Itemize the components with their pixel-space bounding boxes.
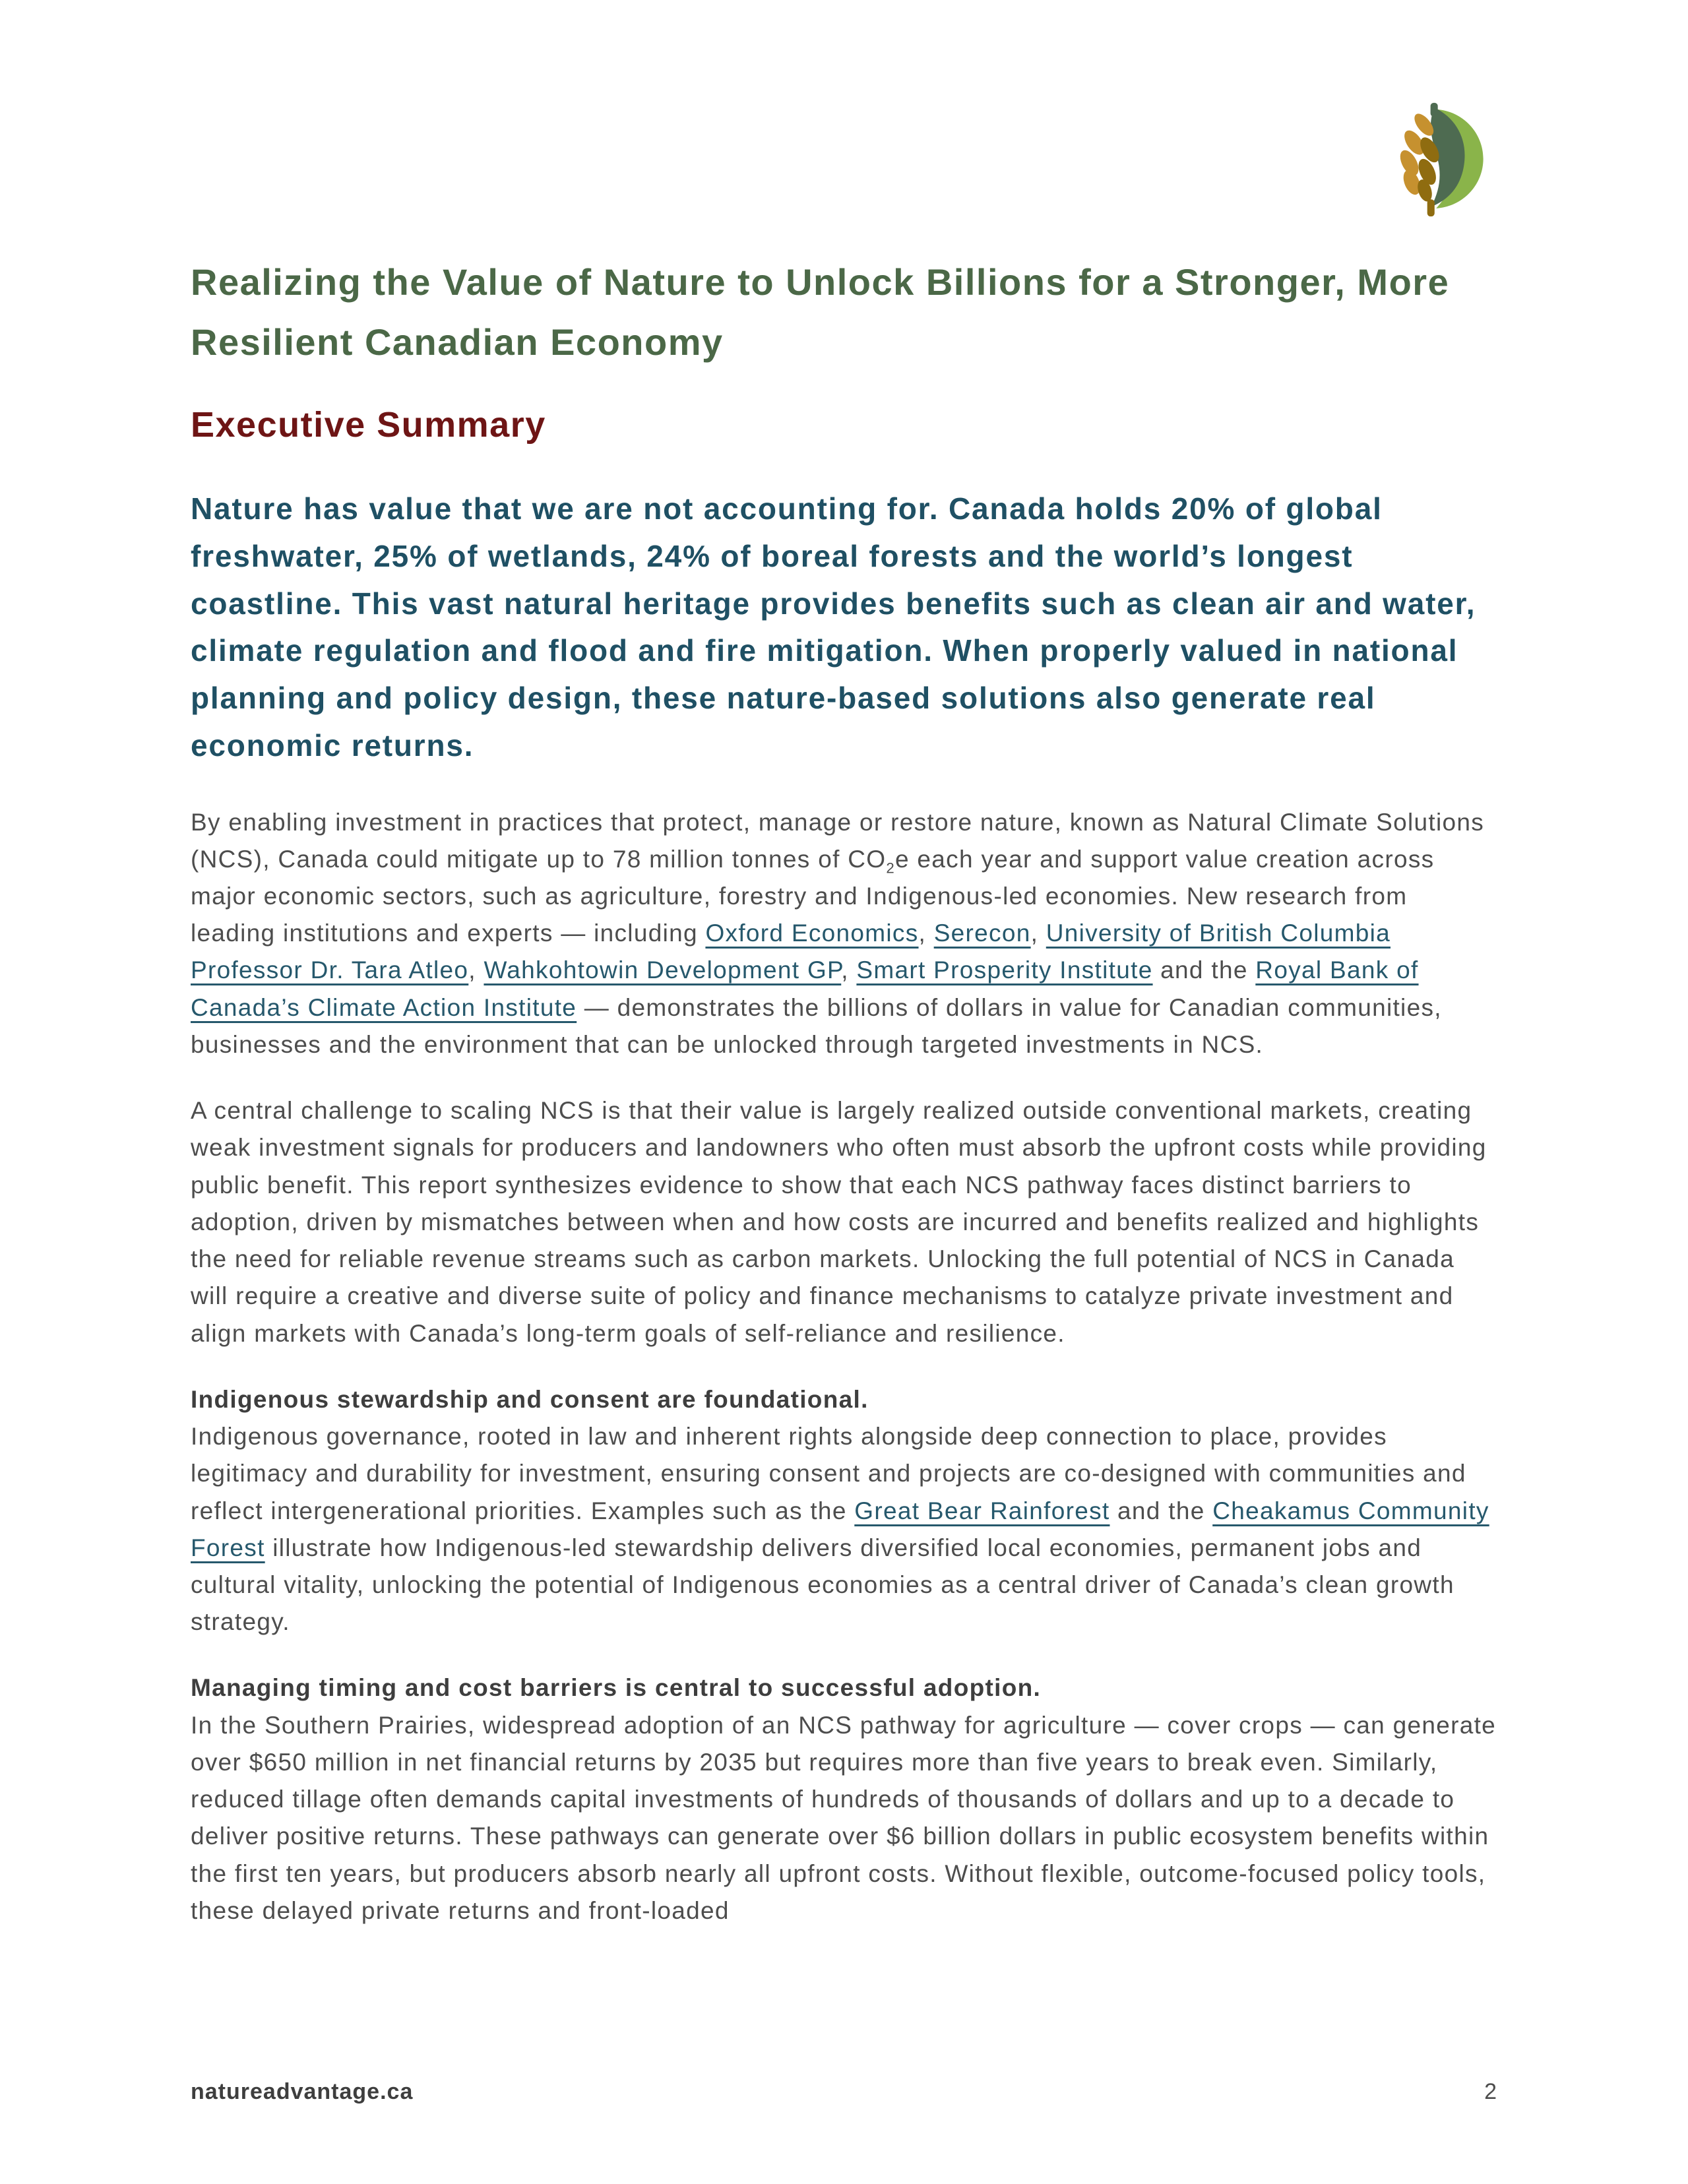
nature-advantage-logo [1383, 100, 1488, 219]
body-paragraph [191, 804, 1497, 1064]
inline-link[interactable]: Wahkohtowin Development GP [484, 956, 842, 984]
text-run: Indigenous governance, rooted in law and inherent rights alongside deep connection to place, provides legitimacy and durability for investment, ensuring consent and projects are co-designed with communities and reflect intergenerational priorities. Examples such as the [191, 1423, 1466, 1524]
body-paragraph [191, 1669, 1497, 1929]
body-paragraph [191, 1092, 1497, 1352]
text-run: , [1030, 920, 1046, 947]
inline-link[interactable]: Serecon [933, 920, 1031, 947]
text-run: By enabling investment in practices that protect, manage or restore nature, known as Natural Climate Solutions (NCS), Canada could mitigate up to 78 million tonnes of CO [191, 808, 1485, 873]
text-run: illustrate how Indigenous-led stewardship delivers diversified local economies, permanent jobs and cultural vitality, unlocking the potential of Indigenous economies as a central driver of Canada’s clean growth strategy. [191, 1534, 1454, 1636]
lead-paragraph: Nature has value that we are not accounting for. Canada holds 20% of global freshwater, 25% of wetlands, 24% of boreal forests and the world’s longest coastline. This vast natural heritage provides benefits such as clean air and water, climate regulation and flood and fire mitigation. When properly valued in national planning and policy design, these nature-based solutions also generate real economic returns. [191, 491, 1476, 763]
inline-link[interactable]: University of British Columbia Professor Dr. Tara Atleo [191, 920, 1391, 984]
inline-link[interactable]: Great Bear Rainforest [854, 1497, 1110, 1524]
body-paragraphs [191, 804, 1497, 1930]
section-heading: Executive Summary [191, 404, 546, 445]
inline-link[interactable]: Royal Bank of Canada’s Climate Action Institute [191, 956, 1419, 1021]
text-run: e each year and support value creation across major economic sectors, such as agriculture, forestry and Indigenous-led economies. New research from leading institutions and experts — including [191, 845, 1435, 947]
paragraph-heading: Managing timing and cost barriers is central to successful adoption. [191, 1674, 1042, 1702]
text-run: A central challenge to scaling NCS is that their value is largely realized outside conventional markets, creating weak investment signals for producers and landowners who often must absorb the upfront costs while providing public benefit. This report synthesizes evidence to show that each NCS pathway faces distinct barriers to adoption, driven by mismatches between when and how costs are incurred and benefits realized and highlights the need for reliable revenue streams such as carbon markets. Unlocking the full potential of NCS in Canada will require a creative and diverse suite of policy and finance mechanisms to catalyze private investment and align markets with Canada’s long-term goals of self-reliance and resilience. [191, 1097, 1487, 1347]
inline-link[interactable]: Smart Prosperity Institute [856, 956, 1153, 984]
page-footer [191, 2079, 1497, 2105]
document-title: Realizing the Value of Nature to Unlock Billions for a Stronger, More Resilient Canadian Economy [191, 261, 1450, 363]
text-run: , [918, 920, 934, 947]
body-paragraph [191, 1381, 1497, 1641]
paragraph-heading: Indigenous stewardship and consent are foundational. [191, 1385, 869, 1413]
text-run: , [841, 956, 857, 984]
text-run: and the [1152, 956, 1256, 984]
footer-site-link[interactable]: natureadvantage.ca [191, 2079, 414, 2104]
subscript-text: 2 [886, 859, 895, 877]
text-run: — demonstrates the billions of dollars in value for Canadian communities, businesses and the environment that can be unlocked through targeted investments in NCS. [191, 993, 1442, 1058]
inline-link[interactable]: Oxford Economics [705, 920, 919, 947]
text-run: In the Southern Prairies, widespread adoption of an NCS pathway for agriculture — cover crops — can generate over $650 million in net financial returns by 2035 but requires more than five years to break even. Similarly, reduced tillage often demands capital investments of hundreds of thousands of dollars and up to a decade to deliver positive returns. These pathways can generate over $6 billion dollars in public ecosystem benefits within the first ten years, but producers absorb nearly all upfront costs. Without flexible, outcome-focused policy tools, these delayed private returns and front-loaded [191, 1711, 1497, 1924]
text-run: and the [1110, 1497, 1213, 1524]
text-run: , [468, 956, 484, 984]
inline-link[interactable]: Cheakamus Community Forest [191, 1497, 1489, 1561]
page-number: 2 [1484, 2079, 1497, 2104]
